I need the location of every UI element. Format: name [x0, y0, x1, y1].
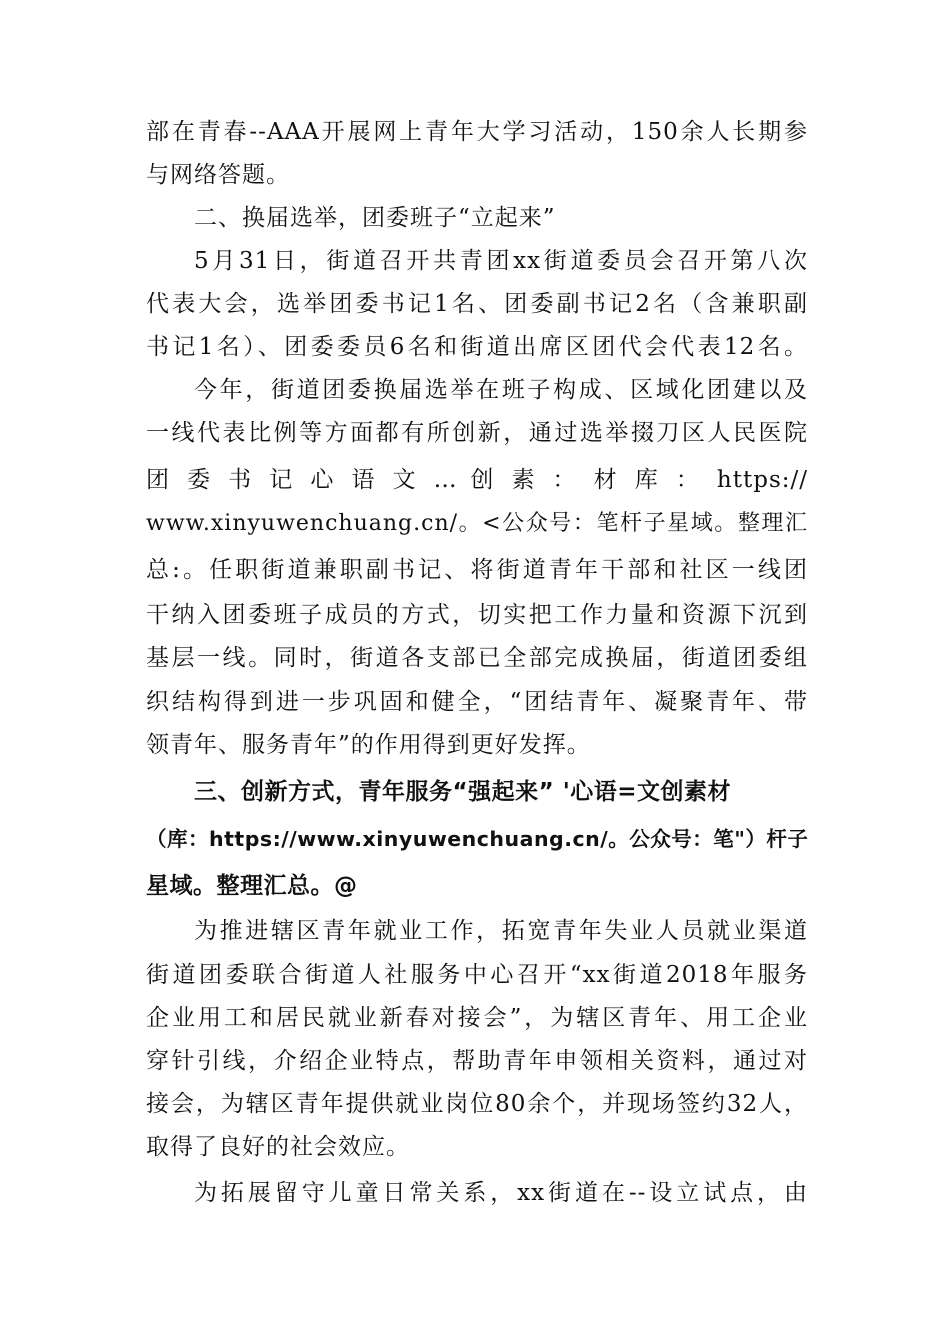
- paragraph-line: 代表大会，选举团委书记1名、团委副书记2名（含兼职副: [146, 291, 808, 317]
- paragraph-line: 今年，街道团委换届选举在班子构成、区域化团建以及: [194, 377, 808, 403]
- paragraph-line: 部在青春--AAA开展网上青年大学习活动，150余人长期参: [146, 119, 808, 145]
- paragraph-line: 干纳入团委班子成员的方式，切实把工作力量和资源下沉到: [146, 602, 808, 628]
- paragraph-line: 书记1名）、团委委员6名和街道出席区团代会代表12名。: [146, 334, 808, 360]
- section-heading: 二、换届选举，团委班子“立起来”: [194, 205, 556, 231]
- paragraph-line: 为推进辖区青年就业工作，拓宽青年失业人员就业渠道: [194, 918, 808, 944]
- paragraph-line: 接会，为辖区青年提供就业岗位80余个，并现场签约32人，: [146, 1091, 808, 1117]
- paragraph-line: 织结构得到进一步巩固和健全，“团结青年、凝聚青年、带: [146, 689, 808, 715]
- paragraph-line: www.xinyuwenchuang.cn/。<公众号：笔杆子星域。整理汇: [146, 511, 808, 536]
- paragraph-line: 与网络答题。: [146, 162, 290, 188]
- section-heading: 三、创新方式，青年服务“强起来” '心语=文创素材: [194, 779, 732, 805]
- paragraph-line: 基层一线。同时，街道各支部已全部完成换届，街道团委组: [146, 645, 808, 671]
- paragraph-line: 团 委 书 记 心 语 文 … 创 素 ： 材 库 ： https://: [146, 467, 808, 493]
- section-heading: （库：https://www.xinyuwenchuang.cn/。公众号：笔"）杆子: [146, 827, 809, 851]
- paragraph-line: 街道团委联合街道人社服务中心召开“xx街道2018年服务: [146, 962, 808, 988]
- paragraph-line: 总:。任职街道兼职副书记、将街道青年干部和社区一线团: [146, 557, 808, 583]
- paragraph-line: 企业用工和居民就业新春对接会”，为辖区青年、用工企业: [146, 1005, 808, 1031]
- paragraph-line: 领青年、服务青年”的作用得到更好发挥。: [146, 732, 591, 758]
- paragraph-line: 一线代表比例等方面都有所创新，通过选举掇刀区人民医院: [146, 420, 808, 446]
- paragraph-line: 5月31日，街道召开共青团xx街道委员会召开第八次: [194, 248, 808, 274]
- paragraph-line: 取得了良好的社会效应。: [146, 1134, 410, 1160]
- paragraph-line: 穿针引线，介绍企业特点，帮助青年申领相关资料，通过对: [146, 1048, 808, 1074]
- paragraph-line: 为拓展留守儿童日常关系，xx街道在--设立试点，由: [194, 1180, 808, 1206]
- section-heading: 星域。整理汇总。@: [146, 873, 358, 899]
